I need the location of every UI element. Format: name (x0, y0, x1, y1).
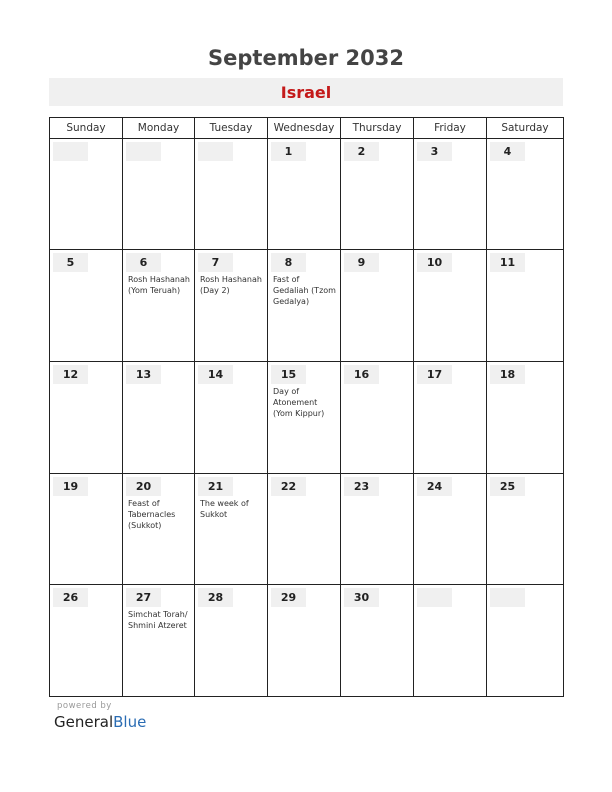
day-cell (414, 250, 487, 361)
day-cell (195, 474, 268, 584)
date-number: 18 (490, 365, 525, 384)
day-cell (341, 474, 414, 584)
date-number: 1 (271, 142, 306, 161)
page-title: September 2032 (208, 46, 404, 70)
weekday-header-monday: Monday (123, 118, 195, 138)
date-number (53, 142, 88, 161)
day-cell (268, 585, 341, 697)
day-cell (487, 139, 563, 249)
day-cell (50, 139, 123, 249)
holiday-label: Rosh Hashanah (Yom Teruah) (128, 275, 190, 295)
day-cell (50, 250, 123, 361)
day-cell (123, 585, 195, 697)
day-cell (123, 250, 195, 361)
day-cell (50, 585, 123, 697)
day-cell (195, 250, 268, 361)
day-cell (341, 585, 414, 697)
powered-by-label: powered by (57, 701, 112, 711)
date-number (198, 142, 233, 161)
date-number: 9 (344, 253, 379, 272)
country-name: Israel (280, 83, 332, 102)
date-number (490, 588, 525, 607)
date-number: 7 (198, 253, 233, 272)
day-cell (487, 250, 563, 361)
day-cell (50, 474, 123, 584)
weekday-header-saturday: Saturday (501, 122, 549, 134)
holiday-label: Fast of Gedaliah (Tzom Gedalya) (273, 275, 336, 306)
day-cell (123, 139, 195, 249)
holiday-label: Rosh Hashanah (Day 2) (200, 275, 262, 295)
date-number: 21 (198, 477, 233, 496)
brand-blue: Blue (113, 713, 147, 731)
date-number: 26 (53, 588, 88, 607)
day-cell (487, 474, 563, 584)
date-number (417, 588, 452, 607)
date-number: 19 (53, 477, 88, 496)
day-cell (341, 362, 414, 473)
day-cell (487, 585, 563, 697)
day-cell (341, 139, 414, 249)
day-cell (414, 474, 487, 584)
holiday-label: The week of Sukkot (200, 499, 249, 519)
date-number: 5 (53, 253, 88, 272)
date-number: 17 (417, 365, 452, 384)
date-number: 4 (490, 142, 525, 161)
date-number: 27 (126, 588, 161, 607)
week-row (50, 250, 563, 362)
date-number: 29 (271, 588, 306, 607)
day-cell (50, 362, 123, 473)
date-number: 6 (126, 253, 161, 272)
holiday-label: Feast of Tabernacles (Sukkot) (128, 499, 176, 530)
day-cell (268, 474, 341, 584)
day-cell (487, 362, 563, 473)
day-cell (414, 585, 487, 697)
date-number: 23 (344, 477, 379, 496)
holiday-label: Day of Atonement (Yom Kippur) (273, 387, 325, 418)
day-cell (195, 585, 268, 697)
date-number: 16 (344, 365, 379, 384)
date-number: 24 (417, 477, 452, 496)
date-number: 25 (490, 477, 525, 496)
day-cell (195, 362, 268, 473)
day-cell (414, 139, 487, 249)
day-cell (341, 250, 414, 361)
day-cell (268, 139, 341, 249)
weekday-header-tuesday: Tuesday (195, 118, 268, 138)
week-row (50, 585, 563, 697)
date-number: 14 (198, 365, 233, 384)
date-number: 28 (198, 588, 233, 607)
date-number: 11 (490, 253, 525, 272)
brand-logo (54, 713, 146, 731)
day-cell (123, 362, 195, 473)
week-row (50, 139, 563, 250)
date-number: 20 (126, 477, 161, 496)
date-number: 10 (417, 253, 452, 272)
week-row (50, 474, 563, 585)
day-cell (195, 139, 268, 249)
day-cell (123, 474, 195, 584)
weekday-header-row (50, 118, 563, 139)
date-number: 8 (271, 253, 306, 272)
date-number: 30 (344, 588, 379, 607)
calendar-grid (49, 117, 564, 697)
country-bar (49, 78, 563, 106)
holiday-label: Simchat Torah/ Shmini Atzeret (128, 610, 188, 630)
date-number (126, 142, 161, 161)
date-number: 3 (417, 142, 452, 161)
day-cell (268, 250, 341, 361)
date-number: 22 (271, 477, 306, 496)
weekday-header-thursday: Thursday (341, 118, 414, 138)
date-number: 15 (271, 365, 306, 384)
day-cell (414, 362, 487, 473)
date-number: 2 (344, 142, 379, 161)
weekday-header-friday: Friday (414, 118, 487, 138)
date-number: 12 (53, 365, 88, 384)
day-cell (268, 362, 341, 473)
week-row (50, 362, 563, 474)
weekday-header-wednesday: Wednesday (268, 118, 341, 138)
brand-general: General (54, 713, 114, 731)
weekday-header-sunday: Sunday (50, 118, 123, 138)
date-number: 13 (126, 365, 161, 384)
